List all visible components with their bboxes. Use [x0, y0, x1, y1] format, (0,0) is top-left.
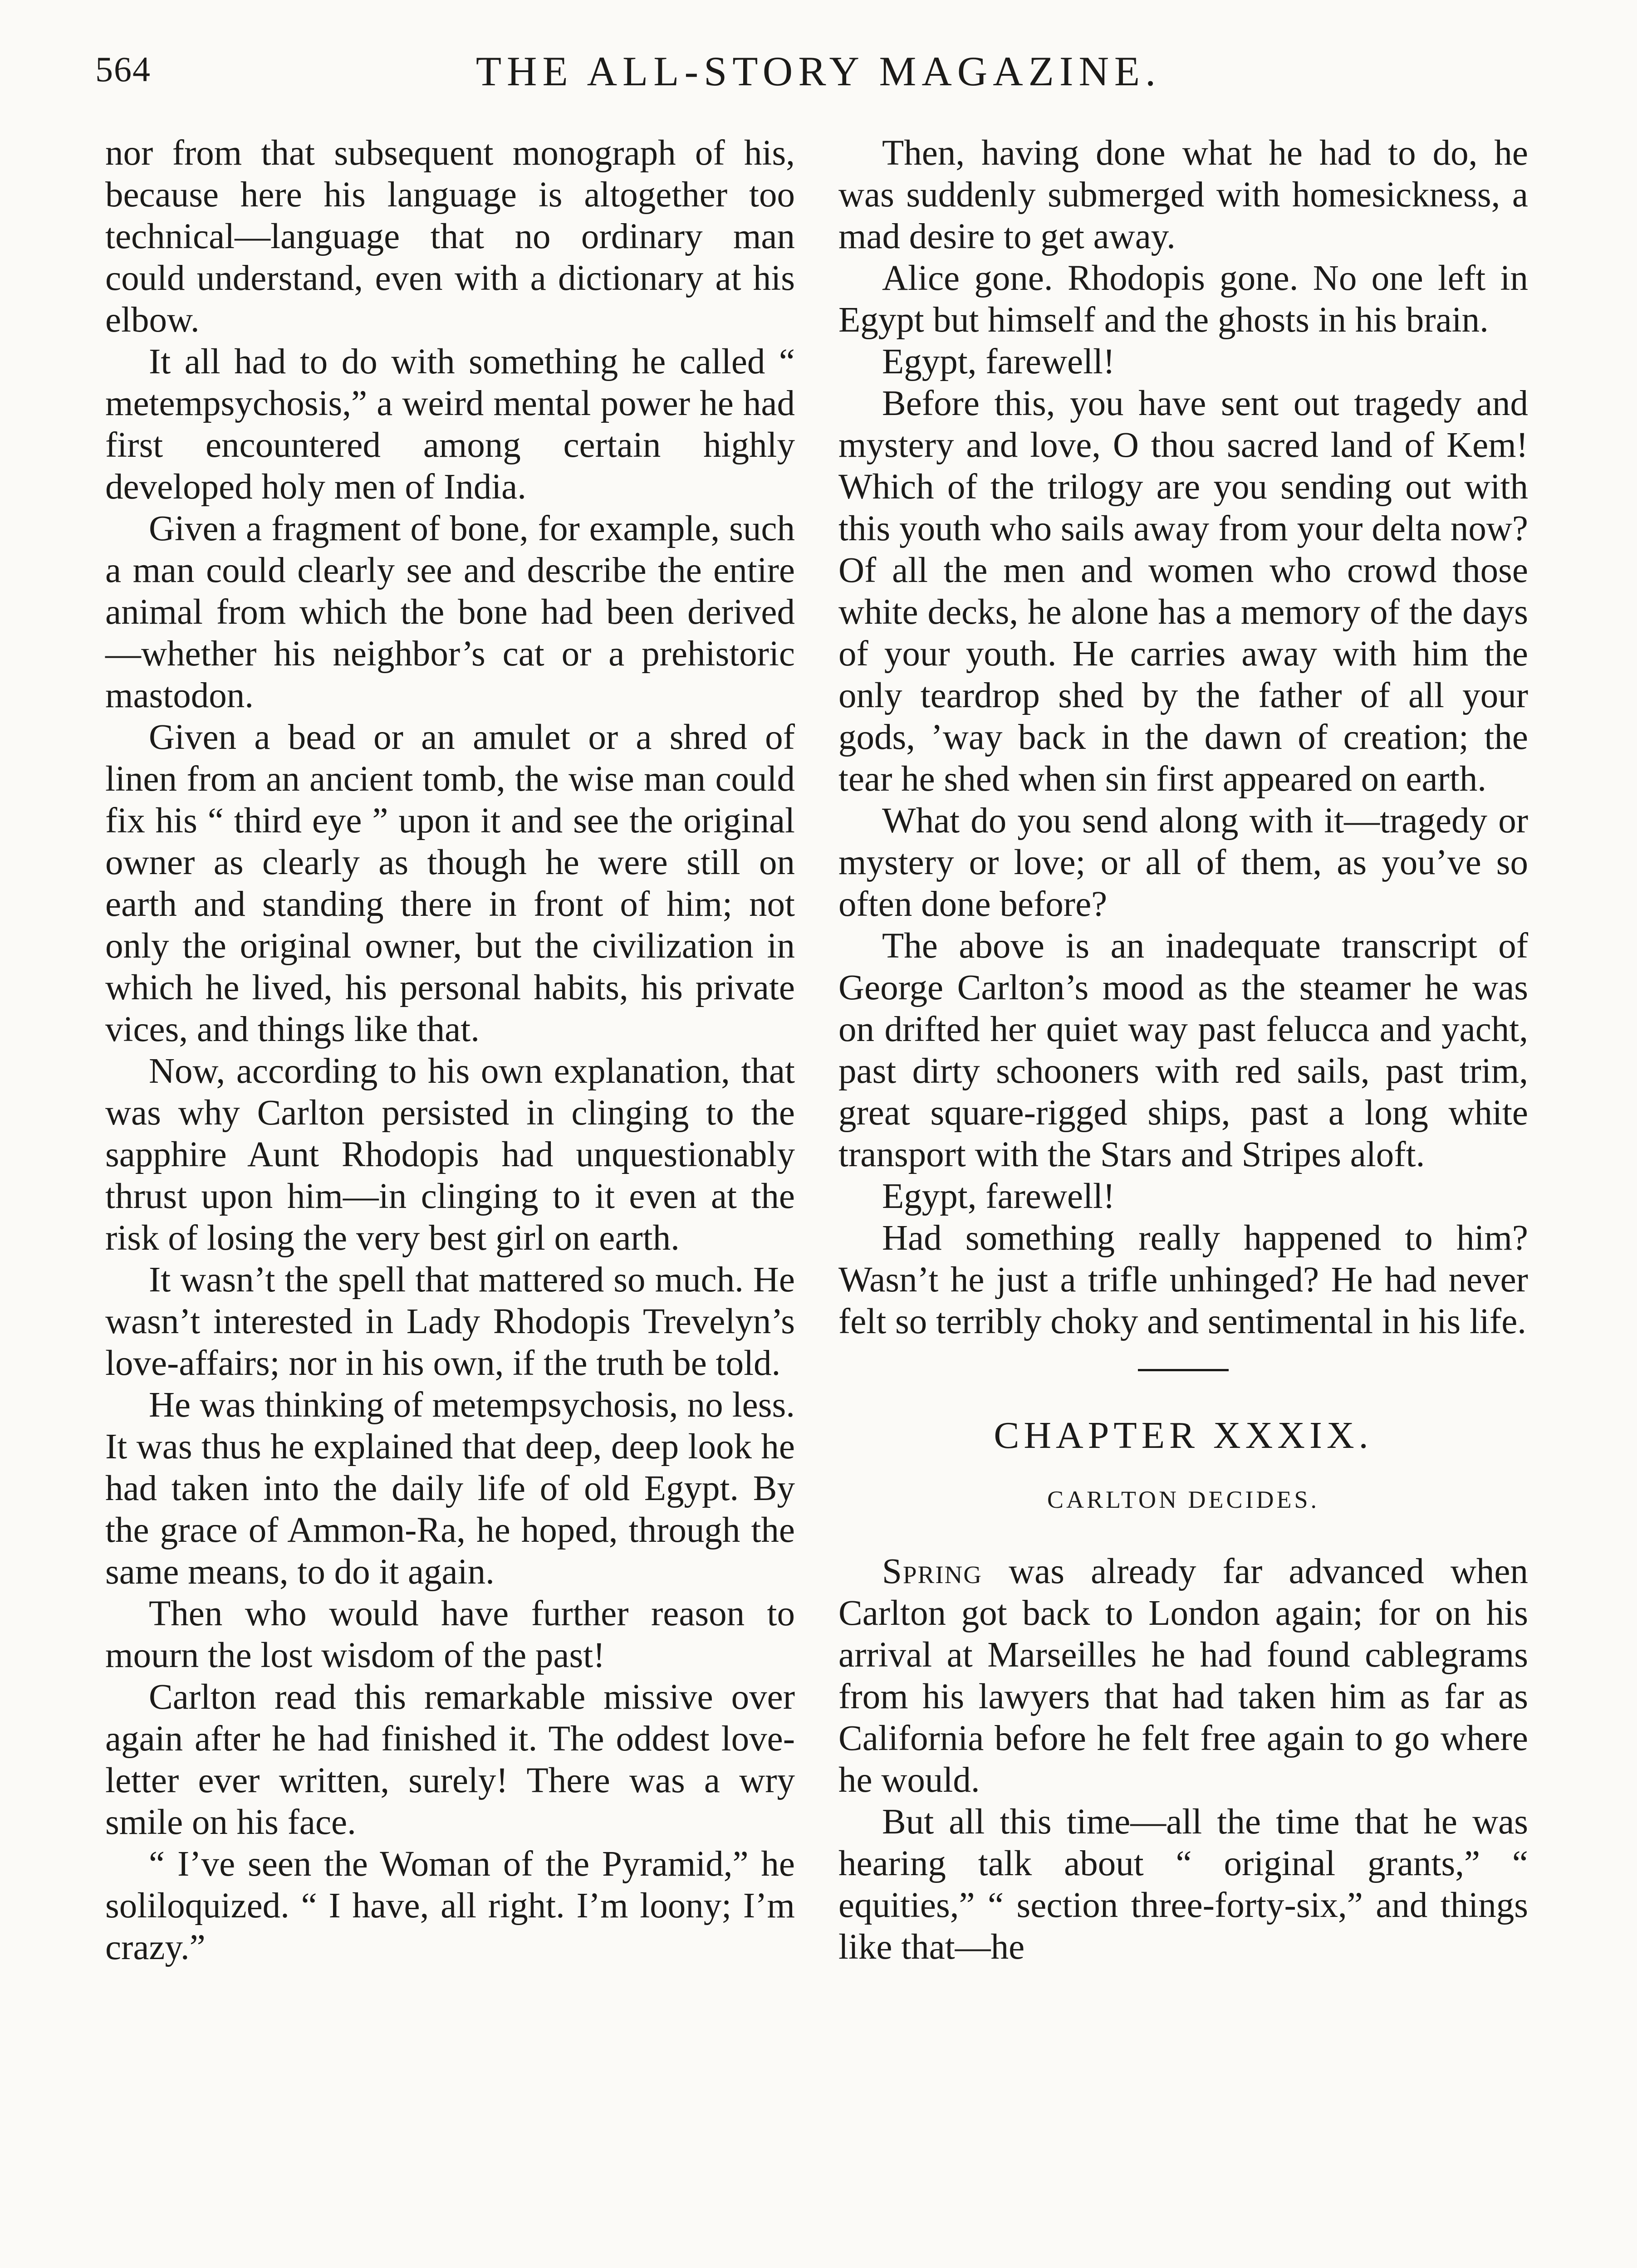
paragraph: What do you send along with it—tragedy or mystery or love; or all of them, as you’ve so often done before?	[838, 801, 1528, 924]
paragraph: Now, according to his own explanation, that was why Carlton persisted in clinging to the sapphire Aunt Rhodopis had unquestionably thrust upon him—in clinging to it even at the risk of losing the very best girl on earth.	[105, 1051, 795, 1258]
paragraph: Egypt, farewell!	[882, 342, 1115, 381]
paragraph: It wasn’t the spell that mattered so much. He wasn’t interested in Lady Rhodopis Trevelyn’s love-affairs; nor in his own, if the truth be told.	[105, 1260, 795, 1383]
paragraph: But all this time—all the time that he was hearing talk about “ original grants,” “ equities,” “ section three-forty-six,” and things like that—he	[838, 1802, 1528, 1967]
paragraph: Had something really happened to him? Wasn’t he just a trifle unhinged? He had never felt so terribly choky and sentimental in his life.	[838, 1218, 1528, 1341]
paragraph: “ I’ve seen the Woman of the Pyramid,” he soliloquized. “ I have, all right. I’m loony; I’m crazy.”	[105, 1844, 795, 1967]
paragraph: nor from that subsequent monograph of his, because here his language is altogether too technical—language that no ordinary man could understand, even with a dictionary at his elbow.	[105, 133, 795, 340]
chapter-subtitle: CARLTON DECIDES.	[1047, 1486, 1320, 1513]
paragraph: Egypt, farewell!	[882, 1177, 1115, 1216]
paragraph: Then, having done what he had to do, he was suddenly submerged with homesickness, a mad desire to get away.	[838, 133, 1528, 256]
running-head: THE ALL-STORY MAGAZINE.	[475, 48, 1162, 94]
section-divider	[1138, 1369, 1229, 1371]
page-number: 564	[95, 49, 151, 89]
paragraph: Carlton read this remarkable missive over again after he had finished it. The oddest love-letter ever written, surely! There was a wry smile on his face.	[105, 1677, 795, 1842]
paragraph: Given a fragment of bone, for example, such a man could clearly see and describe the entire animal from which the bone had been derived—whether his neighbor’s cat or a prehistoric mastodon.	[105, 509, 795, 715]
paragraph: Alice gone. Rhodopis gone. No one left in Egypt but himself and the ghosts in his brain.	[838, 259, 1528, 340]
right-column	[838, 132, 1528, 1968]
paragraph: He was thinking of metempsychosis, no less. It was thus he explained that deep, deep look he had taken into the daily life of old Egypt. By the grace of Ammon-Ra, he hoped, through the same means, to do it again.	[105, 1385, 795, 1592]
chapter-opening-paragraph	[838, 1551, 1528, 1801]
paragraph: Given a bead or an amulet or a shred of linen from an ancient tomb, the wise man could fix his “ third eye ” upon it and see the original owner as clearly as though he were still on earth and standing there in front of him; not only the original owner, but the civilization in which he lived, his personal habits, his private vices, and things like that.	[105, 718, 795, 1049]
paragraph-text: was already far advanced when Carlton got back to London again; for on his arrival at Marseilles he had found cablegrams from his lawyers that had taken him as far as California before he felt free again to go where he would.	[838, 1552, 1528, 1800]
chapter-heading: CHAPTER XXXIX.	[994, 1414, 1373, 1457]
paragraph: It all had to do with something he called “ metempsychosis,” a weird mental power he had first encountered among certain highly developed holy men of India.	[105, 342, 795, 507]
paragraph: The above is an inadequate transcript of George Carlton’s mood as the steamer he was on drifted her quiet way past felucca and yacht, past dirty schooners with red sails, past trim, great square-rigged ships, past a long white transport with the Stars and Stripes aloft.	[838, 926, 1528, 1174]
left-column	[105, 132, 795, 1969]
paragraph: Before this, you have sent out tragedy and mystery and love, O thou sacred land of Kem! Which of the trilogy are you sending out with this youth who sails away from your delta now? Of all the men and women who crowd those white decks, he alone has a memory of the days of your youth. He carries away with him the only teardrop shed by the father of all your gods, ’way back in the dawn of creation; the tear he shed when sin first appeared on earth.	[838, 384, 1528, 799]
drop-lead-word: Spring	[882, 1552, 982, 1591]
paragraph: Then who would have further reason to mourn the lost wisdom of the past!	[105, 1594, 795, 1675]
